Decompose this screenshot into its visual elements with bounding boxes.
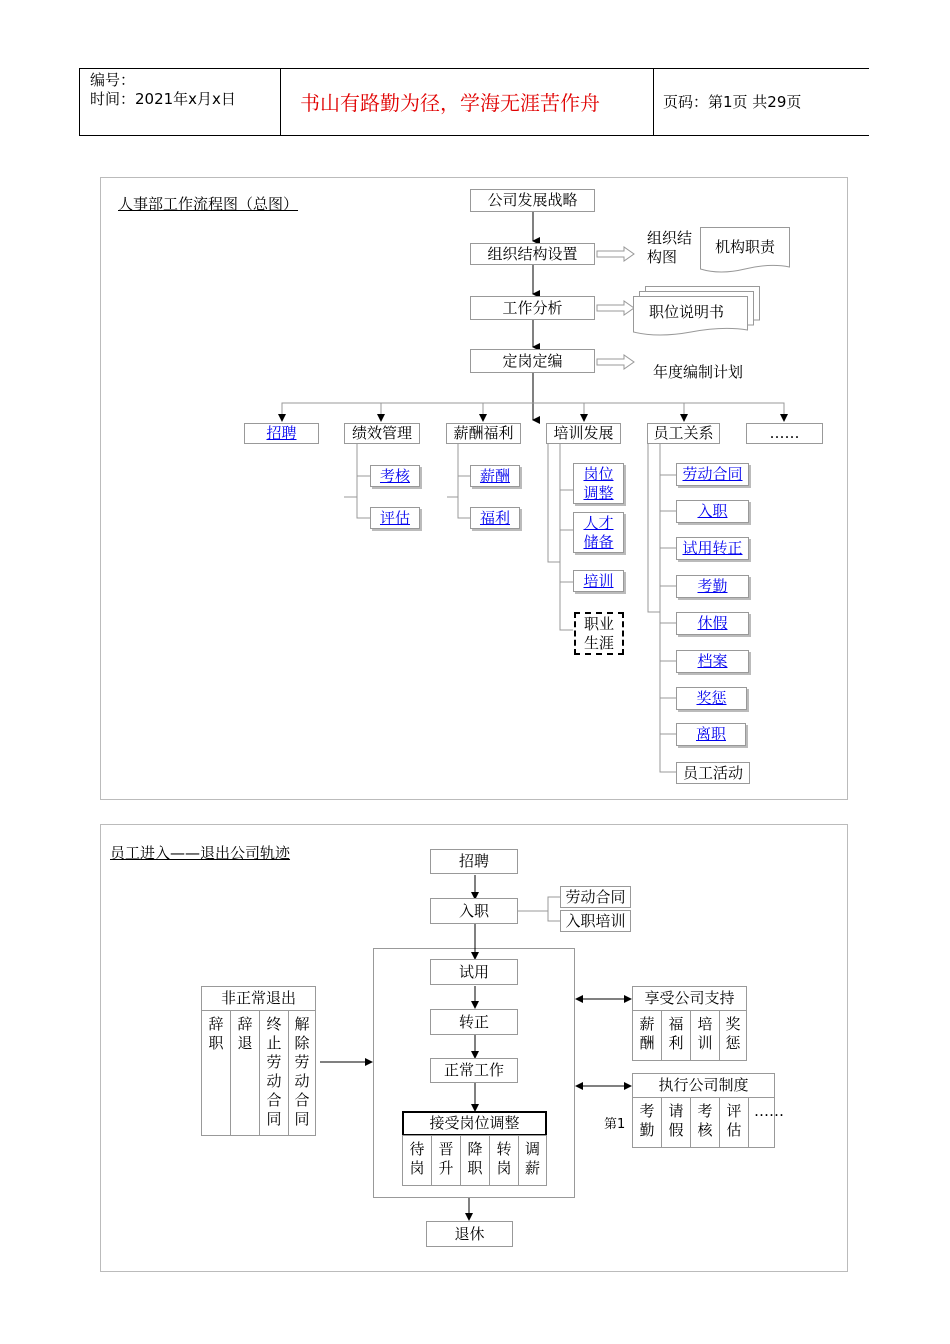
duties-label: 机构职责 bbox=[715, 238, 776, 256]
train-talent-pool[interactable] bbox=[573, 512, 624, 553]
branch-compensation: 薪酬福利 bbox=[446, 423, 521, 444]
job-desc-doc bbox=[633, 286, 763, 341]
adjust-item bbox=[461, 1136, 490, 1185]
exit-item-label: 辞职 bbox=[208, 1015, 224, 1052]
exit-item-label: 解除劳动合同 bbox=[294, 1015, 310, 1128]
flow-job-analysis: 工作分析 bbox=[470, 296, 595, 320]
adjust-item bbox=[519, 1136, 546, 1185]
rel-rewards[interactable]: 奖惩 bbox=[676, 687, 747, 710]
exit-item bbox=[202, 1011, 231, 1135]
adjust-item-label: 晋升 bbox=[438, 1140, 454, 1177]
adjust-item bbox=[403, 1136, 432, 1185]
exit-item bbox=[260, 1011, 289, 1135]
perf-appraisal[interactable]: 考核 bbox=[370, 465, 420, 487]
comp-benefits[interactable]: 福利 bbox=[470, 507, 520, 529]
life-onboard: 入职 bbox=[430, 898, 518, 924]
branch-relations: 员工关系 bbox=[647, 423, 720, 444]
rel-attendance[interactable]: 考勤 bbox=[676, 575, 749, 598]
life-regular: 转正 bbox=[430, 1009, 518, 1035]
comp-salary[interactable]: 薪酬 bbox=[470, 465, 520, 487]
train-career bbox=[574, 612, 624, 655]
policy-item-label: 请假 bbox=[668, 1102, 684, 1139]
adjust-item bbox=[490, 1136, 519, 1185]
adjust-item-label: 调薪 bbox=[525, 1140, 541, 1177]
page-marker: 第1 bbox=[604, 1117, 626, 1132]
time-label: 时间：2021年x月x日 bbox=[90, 90, 236, 108]
perf-evaluation[interactable]: 评估 bbox=[370, 507, 420, 529]
policy-item-label: 考核 bbox=[697, 1102, 713, 1139]
rel-leave[interactable]: 休假 bbox=[676, 612, 749, 635]
policy-item bbox=[749, 1098, 784, 1147]
policy-item bbox=[633, 1098, 662, 1147]
abnormal-exit-title: 非正常退出 bbox=[201, 986, 316, 1011]
diagram2-title: 员工进入——退出公司轨迹 bbox=[110, 844, 291, 862]
rel-records[interactable]: 档案 bbox=[676, 650, 749, 673]
adjust-item bbox=[432, 1136, 461, 1185]
onboard-training: 入职培训 bbox=[560, 910, 631, 932]
support-item bbox=[662, 1011, 691, 1060]
policy-item-label: 考勤 bbox=[639, 1102, 655, 1139]
duties-doc bbox=[700, 227, 790, 270]
page-info: 页码：第1页 共29页 bbox=[663, 93, 802, 111]
exit-item-label: 辞退 bbox=[237, 1015, 253, 1052]
rel-probation[interactable]: 试用转正 bbox=[676, 537, 749, 560]
exit-item bbox=[231, 1011, 260, 1135]
rel-activities: 员工活动 bbox=[676, 762, 750, 784]
branch-recruit[interactable]: 招聘 bbox=[244, 423, 319, 444]
life-job-adjust: 接受岗位调整 bbox=[402, 1111, 547, 1136]
life-recruit: 招聘 bbox=[430, 849, 518, 874]
life-probation: 试用 bbox=[430, 959, 518, 985]
job-desc-label: 职位说明书 bbox=[649, 303, 725, 321]
policy-title: 执行公司制度 bbox=[632, 1073, 775, 1098]
adjust-items bbox=[402, 1135, 547, 1186]
branch-more: …… bbox=[746, 423, 823, 444]
train-career-label: 职业生涯 bbox=[584, 614, 615, 652]
train-talent-pool-label: 人才储备 bbox=[583, 513, 614, 551]
flow-org-structure: 组织结构设置 bbox=[470, 243, 595, 265]
life-retire: 退休 bbox=[426, 1221, 513, 1247]
support-item-label: 培训 bbox=[697, 1015, 713, 1052]
support-item-label: 福利 bbox=[668, 1015, 684, 1052]
rel-onboarding[interactable]: 入职 bbox=[676, 500, 749, 523]
org-chart-label: 组织结构图 bbox=[647, 229, 693, 266]
support-items bbox=[632, 1010, 747, 1061]
life-normal-work: 正常工作 bbox=[430, 1058, 518, 1083]
policy-item-label: 评估 bbox=[726, 1102, 742, 1139]
support-item-label: 奖惩 bbox=[725, 1015, 741, 1052]
support-item-label: 薪酬 bbox=[639, 1015, 655, 1052]
policy-item bbox=[691, 1098, 720, 1147]
diagram2-connectors bbox=[0, 820, 950, 1280]
flow-strategy: 公司发展战略 bbox=[470, 189, 595, 212]
exit-item-label: 终止劳动合同 bbox=[266, 1015, 282, 1128]
exit-item bbox=[289, 1011, 315, 1135]
policy-item-label: …… bbox=[754, 1102, 784, 1120]
annual-plan-label: 年度编制计划 bbox=[653, 363, 744, 381]
adjust-item-label: 转岗 bbox=[496, 1140, 512, 1177]
adjust-item-label: 降职 bbox=[467, 1140, 483, 1177]
policy-item bbox=[662, 1098, 691, 1147]
abnormal-exit-items bbox=[201, 1010, 316, 1136]
motto: 书山有路勤为径，学海无涯苦作舟 bbox=[300, 91, 600, 115]
policy-item bbox=[720, 1098, 749, 1147]
train-job-adjust[interactable] bbox=[573, 463, 624, 504]
adjust-item-label: 待岗 bbox=[409, 1140, 425, 1177]
support-item bbox=[633, 1011, 662, 1060]
train-job-adjust-label: 岗位调整 bbox=[583, 464, 614, 502]
train-training[interactable]: 培训 bbox=[573, 570, 624, 592]
branch-performance: 绩效管理 bbox=[344, 423, 420, 444]
rel-contract[interactable]: 劳动合同 bbox=[676, 463, 749, 486]
branch-training: 培训发展 bbox=[546, 423, 621, 444]
onboard-contract: 劳动合同 bbox=[560, 886, 631, 908]
diagram1-title: 人事部工作流程图（总图） bbox=[118, 195, 299, 213]
support-item bbox=[720, 1011, 746, 1060]
rel-resignation[interactable]: 离职 bbox=[676, 723, 746, 746]
support-item bbox=[691, 1011, 720, 1060]
number-label: 编号： bbox=[90, 71, 136, 89]
support-title: 享受公司支持 bbox=[632, 986, 747, 1011]
flow-staffing: 定岗定编 bbox=[470, 349, 595, 373]
policy-items bbox=[632, 1097, 784, 1148]
